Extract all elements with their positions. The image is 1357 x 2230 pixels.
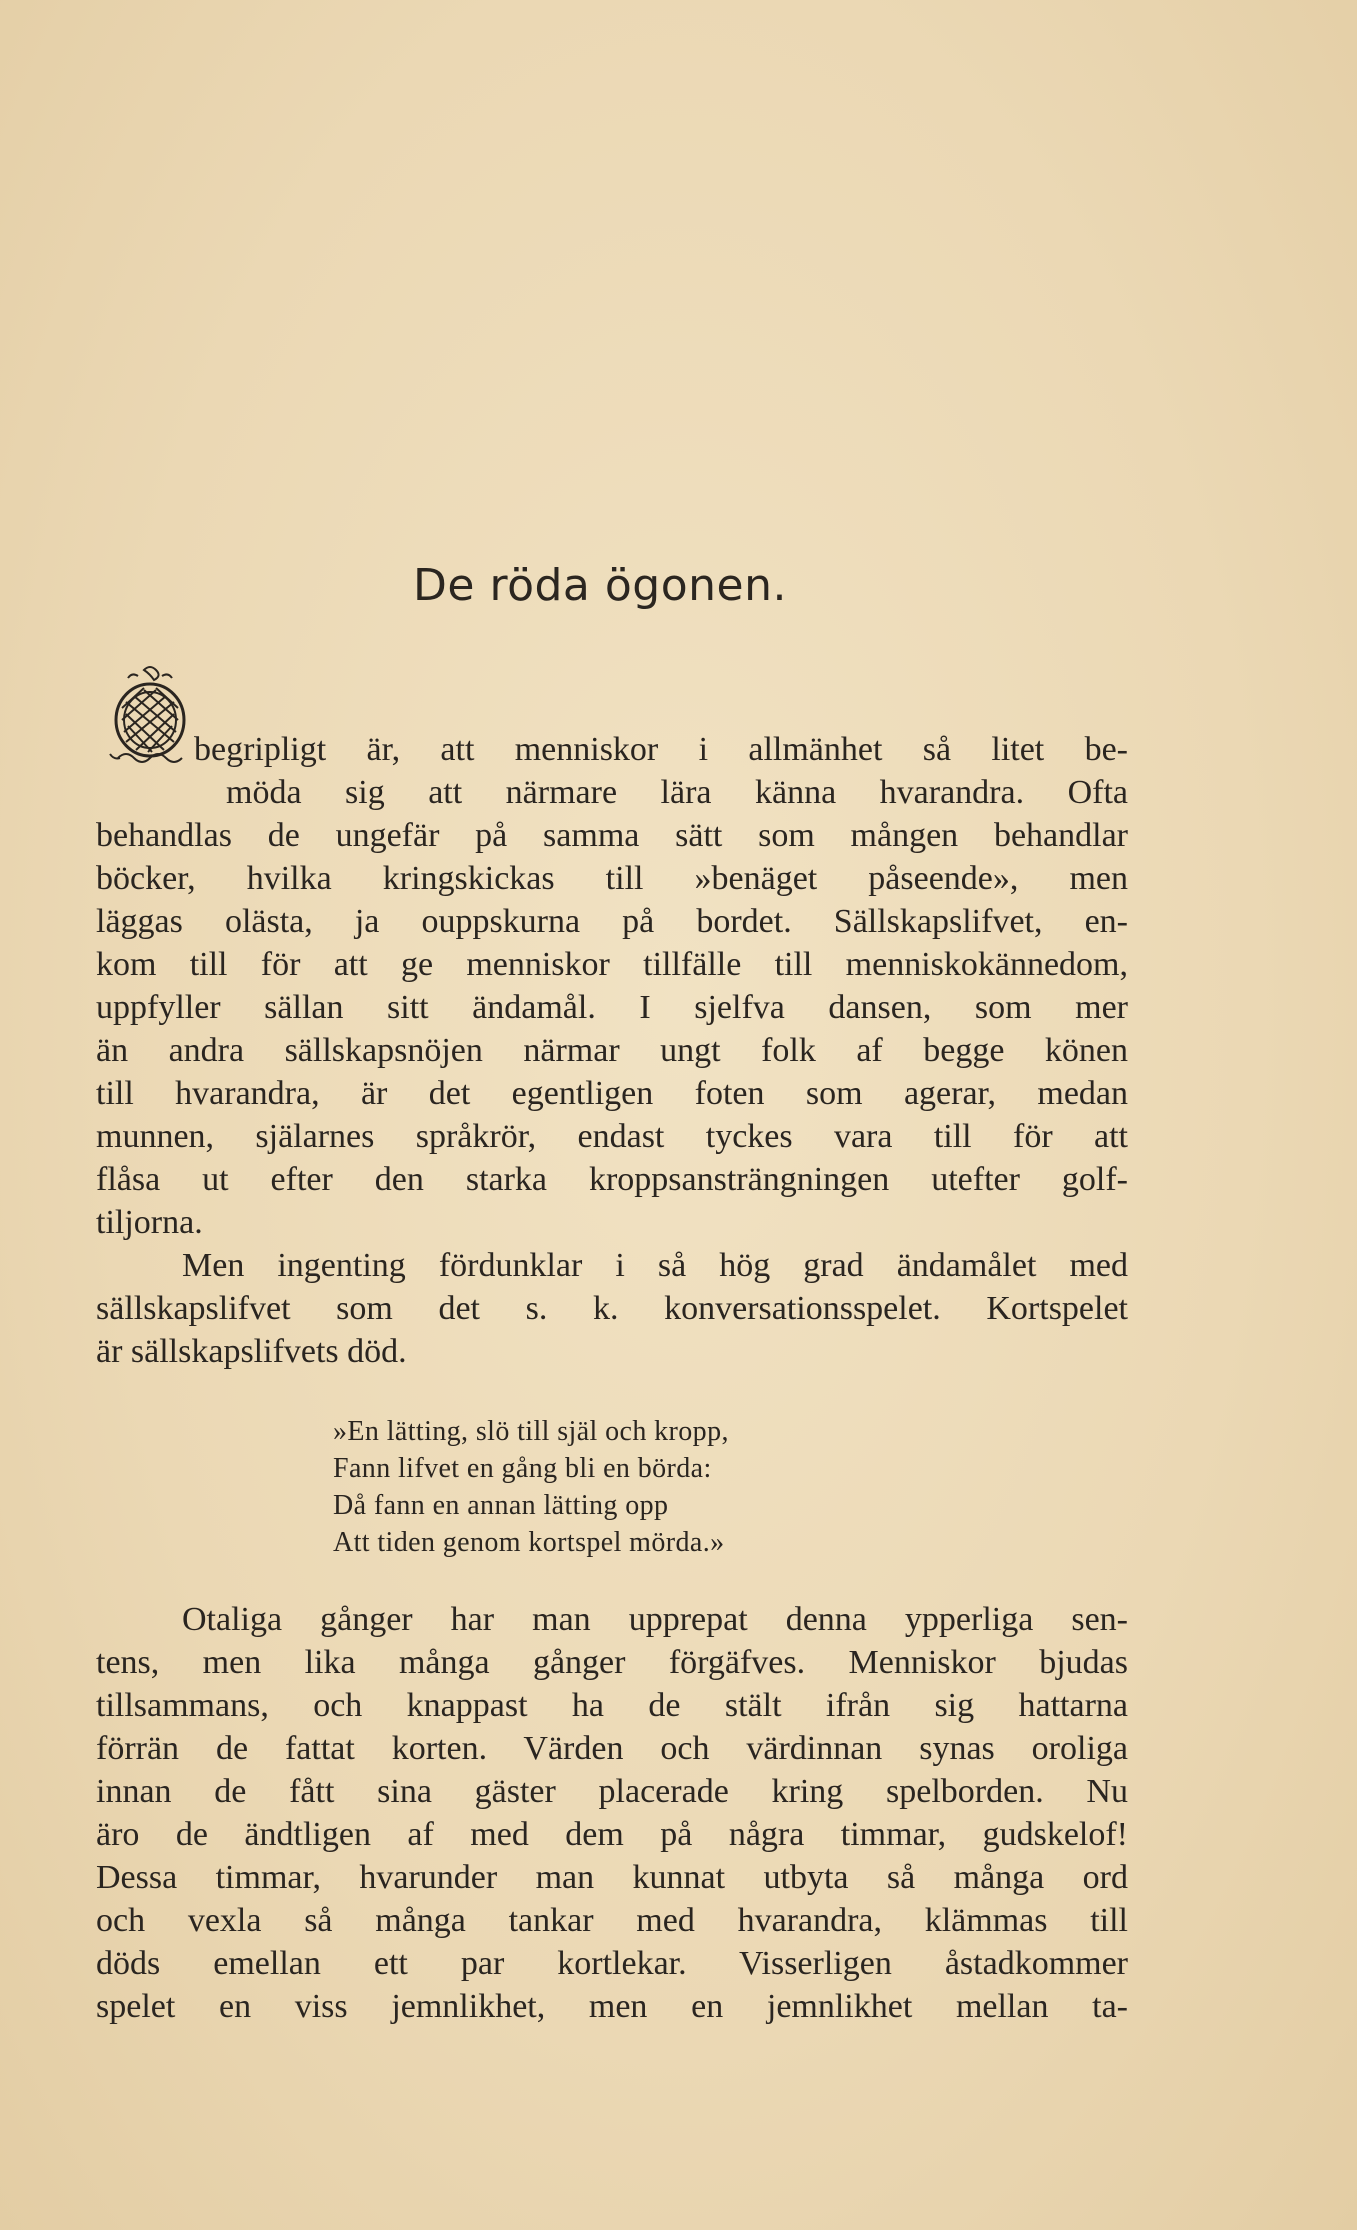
text-line: innan de fått sina gäster placerade kring spelborden. Nu [96,1773,1128,1810]
text-line: spelet en viss jemnlikhet, men en jemnlikhet mellan ta- [96,1988,1128,2025]
text-line: läggas olästa, ja ouppskurna på bordet. Sällskapslifvet, en- [96,903,1128,940]
poem-line: Att tiden genom kortspel mörda.» [333,1527,725,1558]
text-line: till hvarandra, är det egentligen foten som agerar, medan [96,1075,1128,1112]
text-line: än andra sällskapsnöjen närmar ungt folk af begge könen [96,1032,1128,1069]
text-line: möda sig att närmare lära känna hvarandra. Ofta [226,774,1128,811]
text-line: uppfyller sällan sitt ändamål. I sjelfva dansen, som mer [96,989,1128,1026]
quoted-poem [333,1413,893,1561]
text-line: tens, men lika många gånger förgäfves. Menniskor bjudas [96,1644,1128,1681]
poem-line: Fann lifvet en gång bli en börda: [333,1453,712,1484]
text-line: Dessa timmar, hvarunder man kunnat utbyta så många ord [96,1859,1128,1896]
text-line: tillsammans, och knappast ha de stält ifrån sig hattarna [96,1687,1128,1724]
text-line: böcker, hvilka kringskickas till »benäget påseende», men [96,860,1128,897]
text-line: Men ingenting fördunklar i så hög grad ändamålet med [182,1247,1128,1284]
text-line: Otaliga gånger har man upprepat denna ypperliga sen- [182,1601,1128,1638]
paragraph-3 [96,1598,1128,2028]
text-line: tiljorna. [96,1204,203,1241]
text-line: begripligt är, att menniskor i allmänhet så litet be- [194,731,1128,768]
text-line: flåsa ut efter den starka kroppsansträngningen utefter golf- [96,1161,1128,1198]
text-line: är sällskapslifvets död. [96,1333,407,1370]
text-line: och vexla så många tankar med hvarandra, klämmas till [96,1902,1128,1939]
text-line: förrän de fattat korten. Värden och värdinnan synas oroliga [96,1730,1128,1767]
text-line: kom till för att ge menniskor tillfälle till menniskokännedom, [96,946,1128,983]
text-line: munnen, själarnes språkrör, endast tyckes vara till för att [96,1118,1128,1155]
text-line: behandlas de ungefär på samma sätt som mången behandlar [96,817,1128,854]
paragraph-1 [96,728,1128,1373]
text-line: äro de ändtligen af med dem på några timmar, gudskelof! [96,1816,1128,1853]
poem-line: »En lätting, slö till själ och kropp, [333,1416,729,1447]
text-line: sällskapslifvet som det s. k. konversationsspelet. Kortspelet [96,1290,1128,1327]
chapter-title: De röda ögonen. [413,560,787,611]
text-line: döds emellan ett par kortlekar. Visserligen åstadkommer [96,1945,1128,1982]
poem-line: Då fann en annan lätting opp [333,1490,669,1521]
